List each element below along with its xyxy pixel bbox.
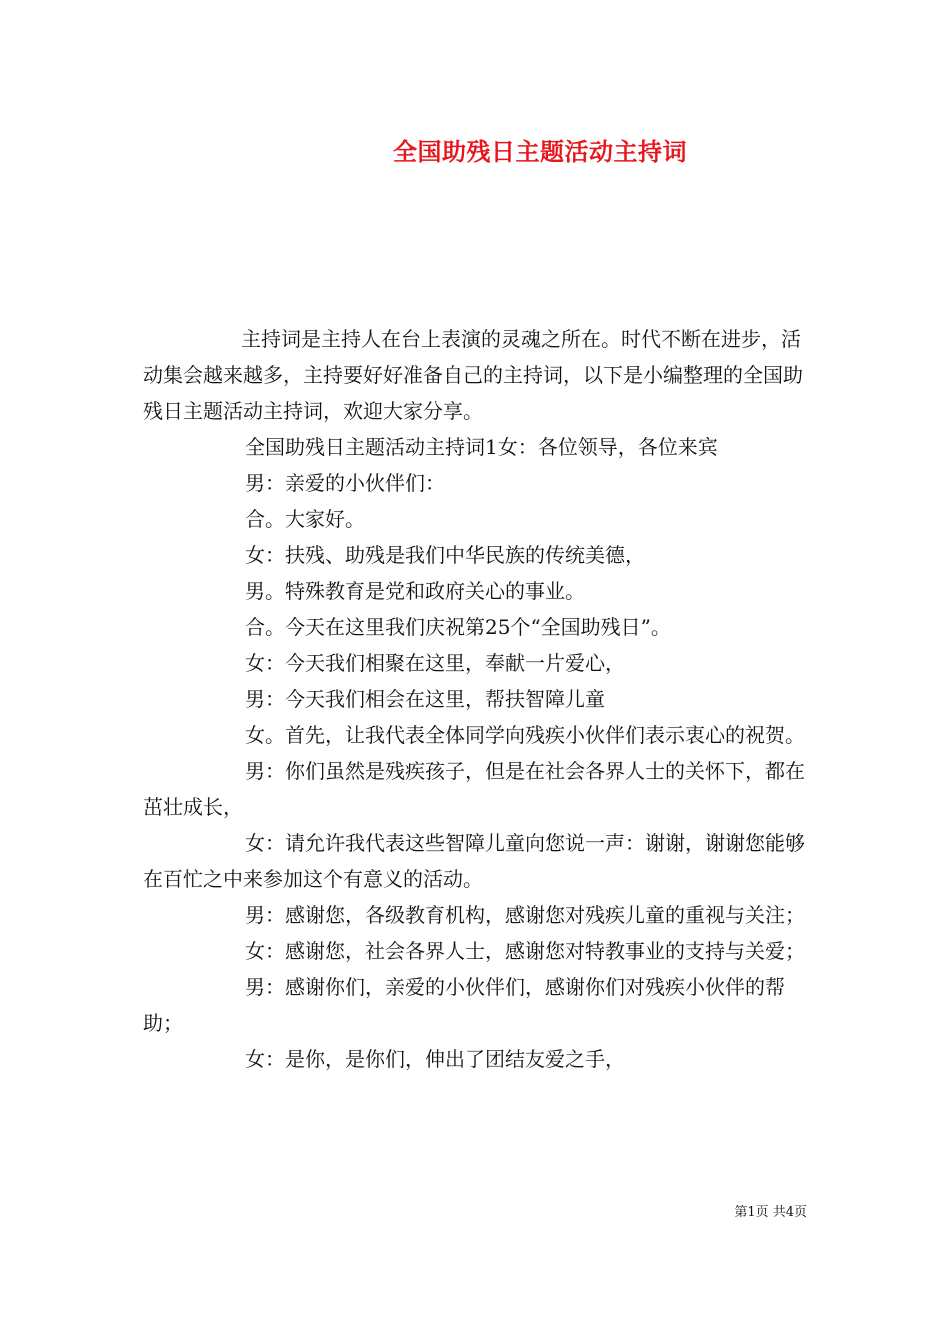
script-line: 男：感谢您，各级教育机构，感谢您对残疾儿童的重视与关注； [245, 903, 805, 927]
script-line: 男：亲爱的小伙伴们： [245, 471, 445, 495]
script-line: 女：请允许我代表这些智障儿童向您说一声：谢谢，谢谢您能够在百忙之中来参加这个有意义的活动。 [143, 831, 805, 891]
script-line: 女。首先，让我代表全体同学向残疾小伙伴们表示衷心的祝贺。 [245, 723, 805, 747]
script-line: 女：感谢您，社会各界人士，感谢您对特教事业的支持与关爱； [245, 939, 805, 963]
script-line: 全国助残日主题活动主持词1女：各位领导，各位来宾 [245, 435, 718, 459]
script-line: 女：扶残、助残是我们中华民族的传统美德， [245, 543, 645, 567]
script-line: 男：你们虽然是残疾孩子，但是在社会各界人士的关怀下，都在茁壮成长， [143, 759, 805, 819]
script-line: 合。今天在这里我们庆祝第25个“全国助残日”。 [245, 615, 671, 639]
intro-paragraph: 主持词是主持人在台上表演的灵魂之所在。时代不断在进步，活动集会越来越多，主持要好好准备自己的主持词，以下是小编整理的全国助残日主题活动主持词，欢迎大家分享。 [143, 327, 803, 423]
script-line: 女：是你，是你们，伸出了团结友爱之手， [245, 1047, 625, 1071]
script-line: 女：今天我们相聚在这里，奉献一片爱心， [245, 651, 625, 675]
page-number-footer: 第1页 共4页 [734, 1205, 807, 1220]
script-line: 合。大家好。 [245, 507, 365, 531]
script-line: 男：今天我们相会在这里，帮扶智障儿童 [245, 687, 605, 711]
script-line: 男：感谢你们，亲爱的小伙伴们，感谢你们对残疾小伙伴的帮助； [143, 975, 785, 1035]
script-line: 男。特殊教育是党和政府关心的事业。 [245, 579, 585, 603]
document-title: 全国助残日主题活动主持词 [393, 137, 687, 166]
document-body [143, 321, 809, 1077]
